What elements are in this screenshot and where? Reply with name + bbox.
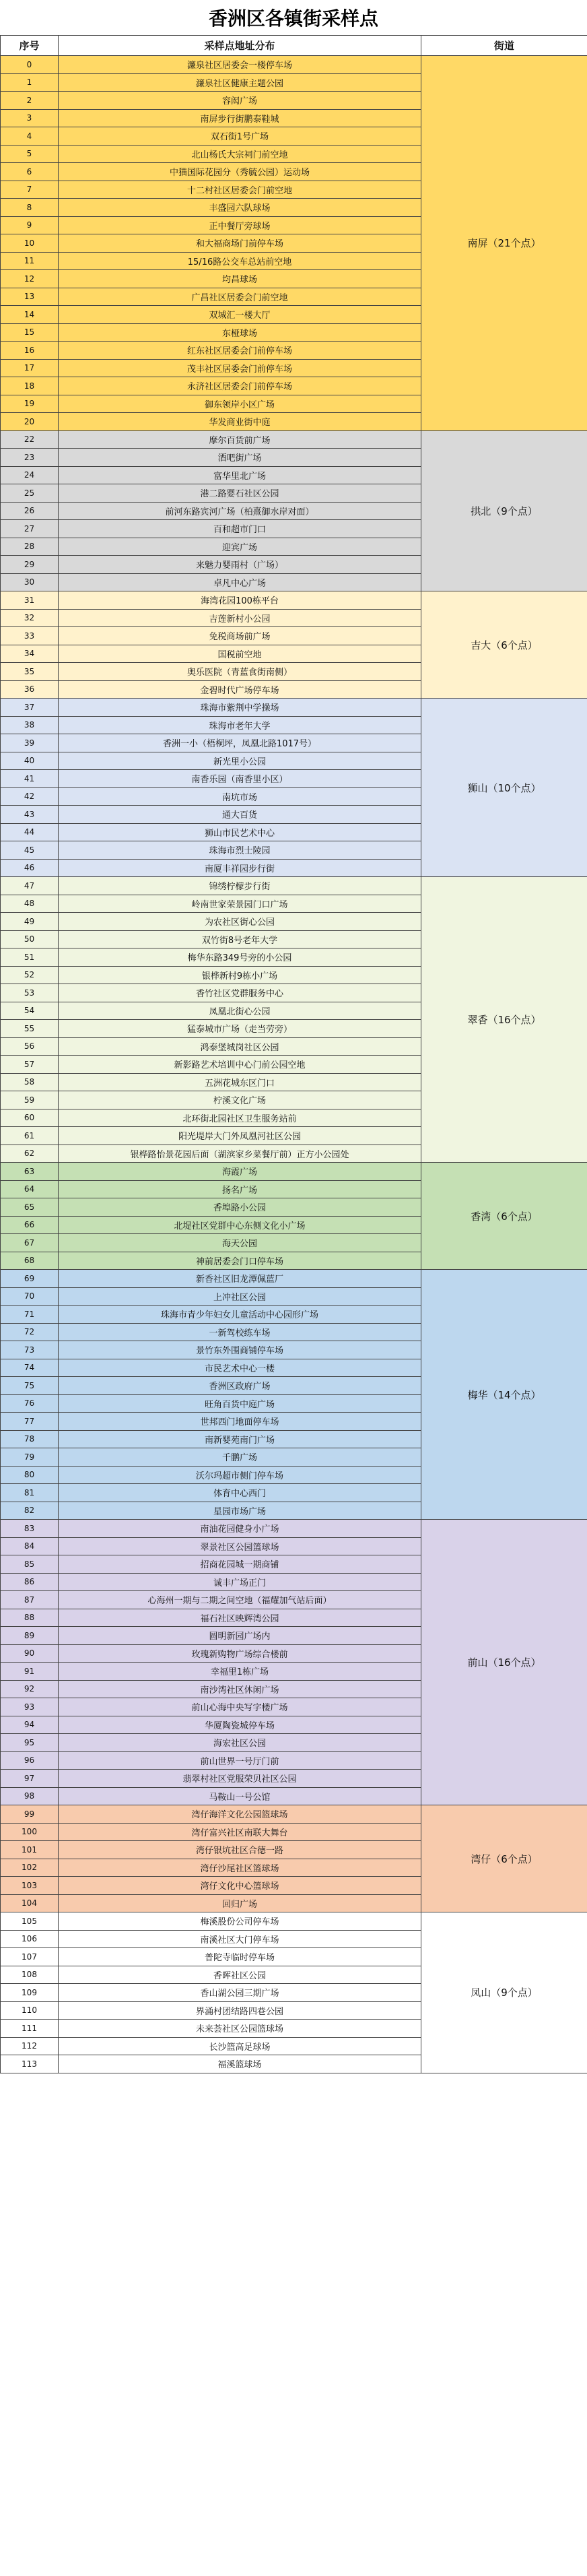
row-number: 45 [1,841,59,860]
sampling-location: 翡翠村社区党服荣贝社区公园 [59,1770,421,1788]
sampling-location: 南溪社区大门停车场 [59,1930,421,1948]
sampling-location: 银桦路怡景花园后面（湖滨家乡菜餐厅前）正方小公园处 [59,1145,421,1163]
row-number: 83 [1,1520,59,1538]
row-number: 57 [1,1056,59,1074]
row-number: 53 [1,984,59,1002]
sampling-location: 珠海市青少年妇女儿童活动中心园形广场 [59,1306,421,1324]
row-number: 40 [1,752,59,770]
row-number: 112 [1,2037,59,2055]
sampling-location: 摩尔百货前广场 [59,430,421,449]
row-number: 64 [1,1180,59,1198]
sampling-location: 海天公园 [59,1234,421,1252]
sampling-location: 旺角百货中庭广场 [59,1394,421,1413]
sampling-location: 招商花园城一期商铺 [59,1555,421,1574]
sampling-location: 北山杨氏大宗祠门前空地 [59,145,421,163]
sampling-location: 均昌球场 [59,270,421,288]
sampling-location: 丰盛园六队球场 [59,199,421,217]
row-number: 48 [1,895,59,913]
row-number: 46 [1,859,59,877]
sampling-location: 容闳广场 [59,92,421,110]
row-number: 99 [1,1805,59,1824]
sampling-points-table [0,35,587,2073]
table-row [1,1270,587,1288]
sampling-location: 北环街北园社区卫生服务站前 [59,1109,421,1127]
header-row [1,36,587,56]
row-number: 91 [1,1663,59,1681]
row-number: 7 [1,181,59,199]
sampling-location: 南坑市场 [59,787,421,806]
sampling-location: 香埠路小公园 [59,1198,421,1217]
sampling-location: 双石街1号广场 [59,127,421,146]
row-number: 109 [1,1984,59,2002]
table-row [1,1805,587,1824]
sampling-location: 幸福里1栋广场 [59,1663,421,1681]
row-number: 92 [1,1680,59,1698]
row-number: 82 [1,1502,59,1520]
sampling-location: 玫瑰新购物广场综合楼前 [59,1644,421,1663]
row-number: 102 [1,1859,59,1877]
sampling-location: 濂泉社区健康主题公园 [59,73,421,92]
row-number: 41 [1,770,59,788]
row-number: 113 [1,2055,59,2073]
sampling-location: 免税商场前广场 [59,627,421,645]
sampling-location: 永济社区居委会门前停车场 [59,377,421,395]
row-number: 63 [1,1163,59,1181]
street-cell: 梅华（14个点） [421,1270,587,1520]
sampling-location: 茂丰社区居委会门前停车场 [59,359,421,377]
row-number: 77 [1,1413,59,1431]
row-number: 97 [1,1770,59,1788]
row-number: 22 [1,430,59,449]
row-number: 23 [1,449,59,467]
row-number: 61 [1,1127,59,1145]
sampling-location: 五洲花城东区门口 [59,1073,421,1091]
row-number: 101 [1,1841,59,1859]
sampling-location: 银桦新村9栋小广场 [59,966,421,984]
row-number: 29 [1,556,59,574]
row-number: 33 [1,627,59,645]
sampling-location: 前山心海中央写字楼广场 [59,1698,421,1716]
row-number: 74 [1,1359,59,1377]
street-cell: 吉大（6个点） [421,591,587,699]
row-number: 56 [1,1037,59,1056]
sampling-location: 梅华东路349号旁的小公园 [59,948,421,967]
sampling-location: 国税前空地 [59,645,421,663]
row-number: 73 [1,1341,59,1359]
sampling-location: 和大福商场门前停车场 [59,234,421,253]
row-number: 42 [1,787,59,806]
sampling-location: 千鹏广场 [59,1448,421,1467]
sampling-location: 扬名广场 [59,1180,421,1198]
sampling-location: 世邦西门地面停车场 [59,1413,421,1431]
sampling-location: 圆明新园广场内 [59,1627,421,1645]
row-number: 86 [1,1573,59,1591]
row-number: 90 [1,1644,59,1663]
row-number: 12 [1,270,59,288]
sampling-location: 通大百货 [59,806,421,824]
sampling-location: 神前居委会门口停车场 [59,1252,421,1270]
sampling-location: 柠溪文化广场 [59,1091,421,1109]
sampling-location: 卓凡中心广场 [59,573,421,591]
row-number: 100 [1,1823,59,1841]
sampling-location: 海湾花园100栋平台 [59,591,421,610]
sampling-location: 湾仔文化中心篮球场 [59,1877,421,1895]
sampling-location: 珠海市紫荆中学操场 [59,699,421,717]
sampling-location: 凤凰北街心公园 [59,1002,421,1020]
sampling-location: 未来荟社区公园篮球场 [59,2020,421,2038]
sampling-location: 心海州一期与二期之间空地（福耀加气站后面） [59,1591,421,1609]
sampling-location: 濂泉社区居委会一楼停车场 [59,56,421,74]
row-number: 28 [1,538,59,556]
row-number: 5 [1,145,59,163]
row-number: 67 [1,1234,59,1252]
street-cell: 湾仔（6个点） [421,1805,587,1912]
row-number: 105 [1,1912,59,1931]
sampling-location: 金碧时代广场停车场 [59,680,421,699]
sampling-location: 北堤社区党群中心东侧文化小广场 [59,1216,421,1234]
table-row [1,430,587,449]
sampling-location: 华厦陶瓷城停车场 [59,1716,421,1734]
sampling-location: 广昌社区居委会门前空地 [59,288,421,306]
header-street: 街道 [421,36,587,56]
table-row [1,1912,587,1931]
row-number: 81 [1,1484,59,1502]
row-number: 8 [1,199,59,217]
row-number: 107 [1,1948,59,1966]
row-number: 20 [1,413,59,431]
sampling-location: 香竹社区党群服务中心 [59,984,421,1002]
sampling-location: 福溪篮球场 [59,2055,421,2073]
sampling-location: 前河东路宾河广场（柏熹御水岸对面） [59,502,421,520]
row-number: 55 [1,1020,59,1038]
row-number: 62 [1,1145,59,1163]
sampling-location: 吉莲新村小公园 [59,609,421,627]
sampling-location: 南厦丰祥园步行街 [59,859,421,877]
row-number: 16 [1,342,59,360]
row-number: 66 [1,1216,59,1234]
sampling-location: 南沙湾社区休闲广场 [59,1680,421,1698]
sampling-location: 猛泰城市广场（走当劳旁） [59,1020,421,1038]
row-number: 43 [1,806,59,824]
row-number: 58 [1,1073,59,1091]
row-number: 98 [1,1787,59,1805]
header-no: 序号 [1,36,59,56]
sampling-location: 富华里北广场 [59,466,421,484]
row-number: 44 [1,823,59,841]
page-title: 香洲区各镇街采样点 [208,7,378,30]
sampling-location: 华发商业街中庭 [59,413,421,431]
row-number: 103 [1,1877,59,1895]
sampling-location: 南屏步行街鹏泰鞋城 [59,109,421,127]
sampling-location: 新光里小公园 [59,752,421,770]
sampling-location: 湾仔富兴社区南联大舞台 [59,1823,421,1841]
sampling-location: 海宏社区公园 [59,1734,421,1752]
sampling-location: 新香社区旧龙潭佩蓝厂 [59,1270,421,1288]
sampling-location: 海霞广场 [59,1163,421,1181]
sampling-location: 正中餐厅旁球场 [59,216,421,234]
street-cell: 南屏（21个点） [421,56,587,431]
sampling-location: 双城汇一楼大厅 [59,306,421,324]
row-number: 38 [1,716,59,734]
row-number: 3 [1,109,59,127]
sampling-location: 十二村社区居委会门前空地 [59,181,421,199]
sampling-location: 狮山市民艺术中心 [59,823,421,841]
sampling-location: 市民艺术中心一楼 [59,1359,421,1377]
sampling-location: 一新驾校练车场 [59,1323,421,1341]
sampling-location: 百和超市门口 [59,520,421,538]
sampling-location: 酒吧街广场 [59,449,421,467]
table-row [1,877,587,895]
row-number: 84 [1,1537,59,1555]
sampling-location: 为农社区街心公园 [59,913,421,931]
row-number: 1 [1,73,59,92]
sampling-location: 马鞍山一号公馆 [59,1787,421,1805]
row-number: 17 [1,359,59,377]
row-number: 106 [1,1930,59,1948]
row-number: 34 [1,645,59,663]
sampling-location: 诚丰广场正门 [59,1573,421,1591]
row-number: 78 [1,1430,59,1448]
sampling-location: 珠海市烈士陵园 [59,841,421,860]
sampling-location: 南香乐园（南香里小区） [59,770,421,788]
sampling-location: 前山世界一号厅门前 [59,1751,421,1770]
sampling-location: 湾仔海洋文化公园篮球场 [59,1805,421,1824]
row-number: 85 [1,1555,59,1574]
row-number: 32 [1,609,59,627]
sampling-location: 梅溪股份公司停车场 [59,1912,421,1931]
row-number: 68 [1,1252,59,1270]
row-number: 95 [1,1734,59,1752]
sampling-location: 翠景社区公园篮球场 [59,1537,421,1555]
sampling-location: 湾仔沙尾社区篮球场 [59,1859,421,1877]
row-number: 79 [1,1448,59,1467]
street-cell: 前山（16个点） [421,1520,587,1805]
sampling-location: 上冲社区公园 [59,1287,421,1306]
row-number: 69 [1,1270,59,1288]
row-number: 6 [1,163,59,181]
sampling-location: 体育中心西门 [59,1484,421,1502]
row-number: 96 [1,1751,59,1770]
row-number: 89 [1,1627,59,1645]
row-number: 9 [1,216,59,234]
street-cell: 香湾（6个点） [421,1163,587,1270]
sampling-location: 星园市场广场 [59,1502,421,1520]
sampling-location: 南油花园健身小广场 [59,1520,421,1538]
row-number: 54 [1,1002,59,1020]
row-number: 24 [1,466,59,484]
row-number: 52 [1,966,59,984]
row-number: 49 [1,913,59,931]
sampling-location: 界涌村团结路四巷公园 [59,2001,421,2020]
row-number: 37 [1,699,59,717]
sampling-location: 湾仔银坑社区合德一路 [59,1841,421,1859]
row-number: 51 [1,948,59,967]
row-number: 108 [1,1966,59,1984]
row-number: 2 [1,92,59,110]
row-number: 65 [1,1198,59,1217]
row-number: 30 [1,573,59,591]
street-cell: 拱北（9个点） [421,430,587,591]
sampling-location: 双竹街8号老年大学 [59,930,421,948]
table-row [1,1520,587,1538]
row-number: 10 [1,234,59,253]
sampling-location: 香晖社区公园 [59,1966,421,1984]
sampling-location: 长沙篮高足球场 [59,2037,421,2055]
row-number: 25 [1,484,59,503]
sampling-location: 港二路婴石社区公园 [59,484,421,503]
sampling-location: 15/16路公交车总站前空地 [59,252,421,270]
sampling-location: 中猫国际花园分（秀毓公园）运动场 [59,163,421,181]
sampling-location: 岭南世家荣景园门口广场 [59,895,421,913]
sampling-location: 香洲区政府广场 [59,1377,421,1395]
row-number: 75 [1,1377,59,1395]
row-number: 11 [1,252,59,270]
row-number: 104 [1,1894,59,1912]
row-number: 39 [1,734,59,752]
sampling-location: 回归广场 [59,1894,421,1912]
row-number: 47 [1,877,59,895]
row-number: 31 [1,591,59,610]
row-number: 4 [1,127,59,146]
row-number: 72 [1,1323,59,1341]
row-number: 70 [1,1287,59,1306]
table-row [1,56,587,74]
sampling-location: 福石社区映辉湾公园 [59,1609,421,1627]
row-number: 27 [1,520,59,538]
row-number: 76 [1,1394,59,1413]
sampling-location: 红东社区居委会门前停车场 [59,342,421,360]
row-number: 18 [1,377,59,395]
row-number: 13 [1,288,59,306]
street-cell: 狮山（10个点） [421,699,587,877]
row-number: 93 [1,1698,59,1716]
row-number: 110 [1,2001,59,2020]
row-number: 71 [1,1306,59,1324]
sampling-location: 御东领岸小区广场 [59,395,421,413]
table-row [1,591,587,610]
sampling-location: 锦绣柠檬步行街 [59,877,421,895]
row-number: 26 [1,502,59,520]
row-number: 14 [1,306,59,324]
row-number: 94 [1,1716,59,1734]
sampling-location: 沃尔玛超市侧门停车场 [59,1466,421,1484]
row-number: 15 [1,323,59,342]
table-row [1,1163,587,1181]
sampling-location: 珠海市老年大学 [59,716,421,734]
sampling-location: 阳光堤岸大门外凤凰河社区公园 [59,1127,421,1145]
sampling-location: 奥乐医院（青蓝食街南侧） [59,663,421,681]
row-number: 36 [1,680,59,699]
sampling-location: 景竹东外围商铺停车场 [59,1341,421,1359]
sampling-location: 新影路艺术培训中心门前公园空地 [59,1056,421,1074]
street-cell: 翠香（16个点） [421,877,587,1163]
row-number: 87 [1,1591,59,1609]
table-row [1,699,587,717]
sampling-location: 东桠球场 [59,323,421,342]
row-number: 88 [1,1609,59,1627]
row-number: 111 [1,2020,59,2038]
street-cell: 凤山（9个点） [421,1912,587,2073]
sampling-location: 普陀寺临时停车场 [59,1948,421,1966]
row-number: 35 [1,663,59,681]
sampling-location: 香洲一小（梧桐坪，凤凰北路1017号） [59,734,421,752]
sampling-location: 来魅力婴雨村（广场） [59,556,421,574]
row-number: 19 [1,395,59,413]
row-number: 50 [1,930,59,948]
sampling-location: 香山湖公园三期广场 [59,1984,421,2002]
sampling-location: 鸿泰堡城岗社区公园 [59,1037,421,1056]
row-number: 59 [1,1091,59,1109]
sampling-location: 南新婴苑南门广场 [59,1430,421,1448]
row-number: 60 [1,1109,59,1127]
row-number: 0 [1,56,59,74]
header-location: 采样点地址分布 [59,36,421,56]
row-number: 80 [1,1466,59,1484]
sampling-location: 迎宾广场 [59,538,421,556]
